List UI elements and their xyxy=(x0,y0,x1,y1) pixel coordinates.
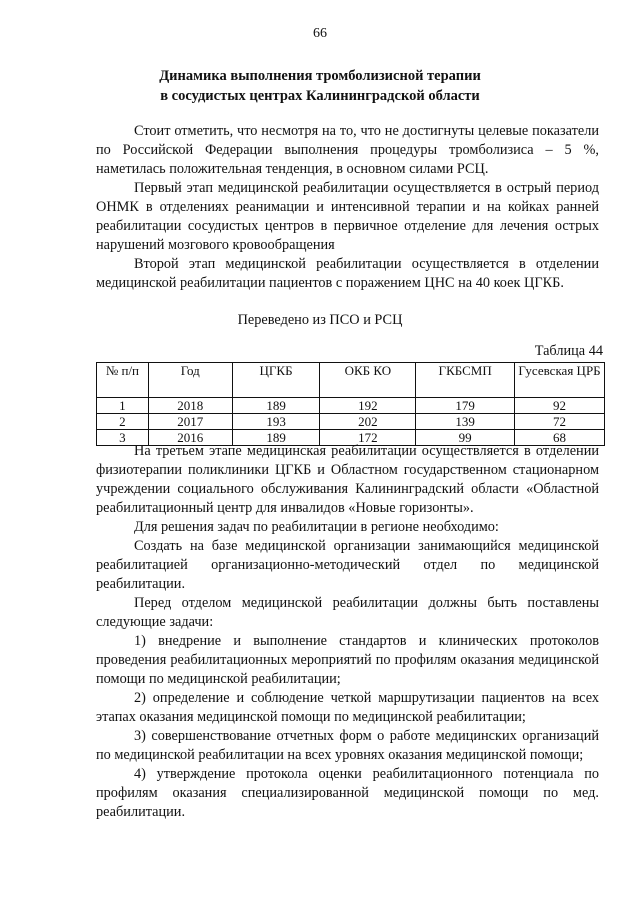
table-cell: 202 xyxy=(320,414,416,430)
table-cell: 92 xyxy=(515,398,605,414)
header-cell: ОКБ КО xyxy=(320,363,416,398)
table-cell: 2 xyxy=(97,414,149,430)
paragraph: Первый этап медицинской реабилитации осуществляется в острый период ОНМК в отделениях реанимации и интенсивной терапии и на койках ранней реабилитации сосудистых центров в первичное отделение для лечения острых нарушений мозгового кровообращения xyxy=(96,180,599,253)
section-heading xyxy=(0,66,640,106)
paragraph: Стоит отметить, что несмотря на то, что не достигнуты целевые показатели по Российской Федерации выполнения процедуры тромболизиса – 5 %, наметилась положительная тенденция, в основном силами РСЦ. xyxy=(96,123,599,177)
table-header-row xyxy=(97,363,605,398)
heading-line-1: Динамика выполнения тромболизисной терапии xyxy=(159,68,481,84)
table-caption: Переведено из ПСО и РСЦ xyxy=(237,312,403,328)
table-cell: 193 xyxy=(232,414,320,430)
table-cell: 139 xyxy=(416,414,515,430)
table-cell: 3 xyxy=(97,430,149,446)
table-row xyxy=(97,398,605,414)
header-cell: Год xyxy=(148,363,232,398)
text-block-bottom xyxy=(96,442,599,822)
paragraph: Создать на базе медицинской организации занимающийся медицинской реабилитацией организационно-методический отдел по медицинской реабилитации. xyxy=(96,538,599,592)
table-cell: 2016 xyxy=(148,430,232,446)
table-row xyxy=(97,414,605,430)
header-cell: Гусевская ЦРБ xyxy=(515,363,605,398)
header-cell: № п/п xyxy=(97,363,149,398)
table-cell: 68 xyxy=(515,430,605,446)
table-cell: 2017 xyxy=(148,414,232,430)
page-number: 66 xyxy=(313,26,327,41)
table-cell: 72 xyxy=(515,414,605,430)
paragraph: Второй этап медицинской реабилитации осуществляется в отделении медицинской реабилитации пациентов с поражением ЦНС на 40 коек ЦГКБ. xyxy=(96,256,599,291)
header-cell: ЦГКБ xyxy=(232,363,320,398)
paragraph: Перед отделом медицинской реабилитации должны быть поставлены следующие задачи: xyxy=(96,595,599,630)
table-cell: 1 xyxy=(97,398,149,414)
table-cell: 189 xyxy=(232,430,320,446)
table-cell: 179 xyxy=(416,398,515,414)
transfer-table xyxy=(96,362,605,446)
list-item: 3) совершенствование отчетных форм о работе медицинских организаций по медицинской реабилитации на всех уровнях оказания медицинской помощи; xyxy=(96,728,599,763)
list-item: 1) внедрение и выполнение стандартов и клинических протоколов проведения реабилитационных мероприятий по профилям оказания медицинской помощи по медицинской реабилитации; xyxy=(96,633,599,687)
header-cell: ГКБСМП xyxy=(416,363,515,398)
paragraph: Для решения задач по реабилитации в регионе необходимо: xyxy=(134,519,499,535)
list-item: 2) определение и соблюдение четкой маршрутизации пациентов на всех этапах оказания медицинской помощи по медицинской реабилитации; xyxy=(96,690,599,725)
table-cell: 192 xyxy=(320,398,416,414)
paragraph: На третьем этапе медицинская реабилитации осуществляется в отделении физиотерапии поликлиники ЦГКБ и Областном государственном стационарном учреждении социального обслуживания Калининградский области «Областной реабилитационный центр для инвалидов «Новые горизонты». xyxy=(96,443,599,516)
table-cell: 189 xyxy=(232,398,320,414)
table-cell: 99 xyxy=(416,430,515,446)
table-cell: 172 xyxy=(320,430,416,446)
list-item: 4) утверждение протокола оценки реабилитационного потенциала по профилям оказания специализированной медицинской помощи по мед. реабилитации. xyxy=(96,766,599,820)
table-label: Таблица 44 xyxy=(534,343,603,359)
text-block-top xyxy=(96,122,599,293)
heading-line-2: в сосудистых центрах Калининградской области xyxy=(160,88,480,104)
table-cell: 2018 xyxy=(148,398,232,414)
